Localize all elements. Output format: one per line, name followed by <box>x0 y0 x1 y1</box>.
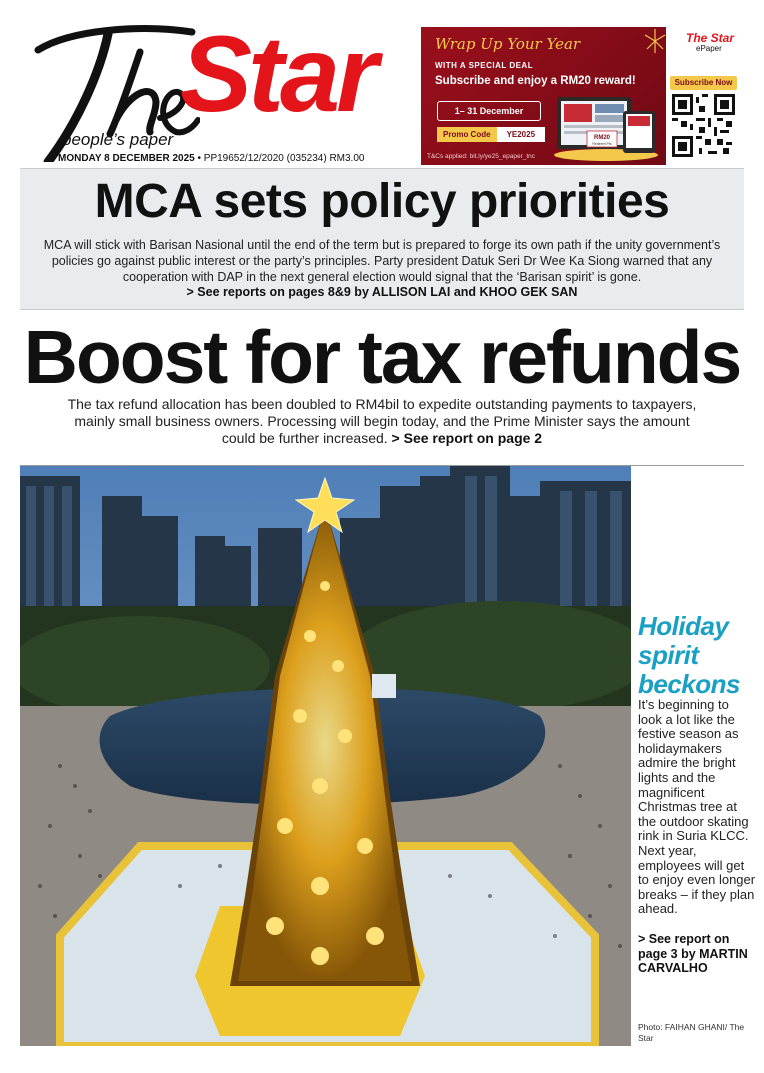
ad-promo-code <box>437 127 545 142</box>
issue-date: MONDAY 8 DECEMBER 2025 <box>58 153 195 164</box>
promo-label: Promo Code <box>437 127 497 142</box>
photo-credit: Photo: FAIHAN GHANI/ The Star <box>638 1022 745 1043</box>
second-headline: Boost for tax refunds <box>23 315 741 399</box>
qr-code-icon[interactable] <box>672 94 735 157</box>
ad-brand-sub: ePaper <box>696 44 722 53</box>
photo-story-page-reference[interactable]: > See report on page 3 by MARTIN CARVALHO <box>638 932 748 975</box>
lead-story-box <box>20 168 744 310</box>
dateline <box>58 153 364 164</box>
photo-story-body: It’s beginning to look a lot like the festive season as holidaymakers admire the bright lights and the magnificent Christmas tree at the outdoor skating rink in Suria KLCC. Next year, employees will get to enjoy even longer breaks – if they plan ahead. <box>638 697 756 917</box>
ad-date-range: 1– 31 December <box>437 101 541 121</box>
second-page-reference[interactable]: > See report on page 2 <box>387 430 543 446</box>
second-summary-text: The tax refund allocation has been doubled to RM4bil to expedite outstanding payments to taxpayers, mainly small business owners. Processing will begin today, and the Prime Minister says the amount could be further increased. <box>67 396 697 446</box>
ad-special-deal: WITH A SPECIAL DEAL <box>435 61 534 70</box>
ad-subscribe-panel <box>666 27 741 165</box>
photo-story-headline: Holiday spirit beckons <box>638 611 740 699</box>
subscribe-now-button[interactable]: Subscribe Now <box>670 76 737 90</box>
promo-code: YE2025 <box>497 127 545 142</box>
logo-tagline: people’s paper <box>62 130 174 149</box>
ad-terms[interactable]: T&Cs applied: bit.ly/ye25_epaper_tnc <box>427 153 536 160</box>
lead-page-reference[interactable]: > See reports on pages 8&9 by ALLISON LAI and KHOO GEK SAN <box>186 285 578 299</box>
lead-summary: MCA will stick with Barisan Nasional until the end of the term but is prepared to forge its own path if the unity government’s policies go against public interest or the party’s principles. Party president Datuk Seri Dr Wee Ka Siong warned that any cooperation with DAP in the next general election would signal that the ‘Barisan spirit’ is gone. <box>43 238 721 284</box>
ad-device-tag-sub: Redeem Pts <box>592 142 612 146</box>
second-summary <box>60 396 704 447</box>
ad-title: Wrap Up Your Year <box>435 35 581 53</box>
epaper-ad-banner[interactable] <box>421 27 741 165</box>
logo-star-text: Star <box>180 13 375 134</box>
ad-subtitle: Subscribe and enjoy a RM20 reward! <box>435 75 636 87</box>
ad-device-tag: RM20 <box>593 135 611 141</box>
firework-icon <box>643 27 667 57</box>
christmas-tree-photo <box>20 466 631 1046</box>
lead-headline: MCA sets policy priorities <box>94 175 670 228</box>
ad-brand-logo: The Star <box>686 31 735 45</box>
device-mockup-image <box>551 87 661 161</box>
publication-info: • PP19652/12/2020 (035234) RM3.00 <box>197 153 365 164</box>
masthead <box>0 0 764 170</box>
